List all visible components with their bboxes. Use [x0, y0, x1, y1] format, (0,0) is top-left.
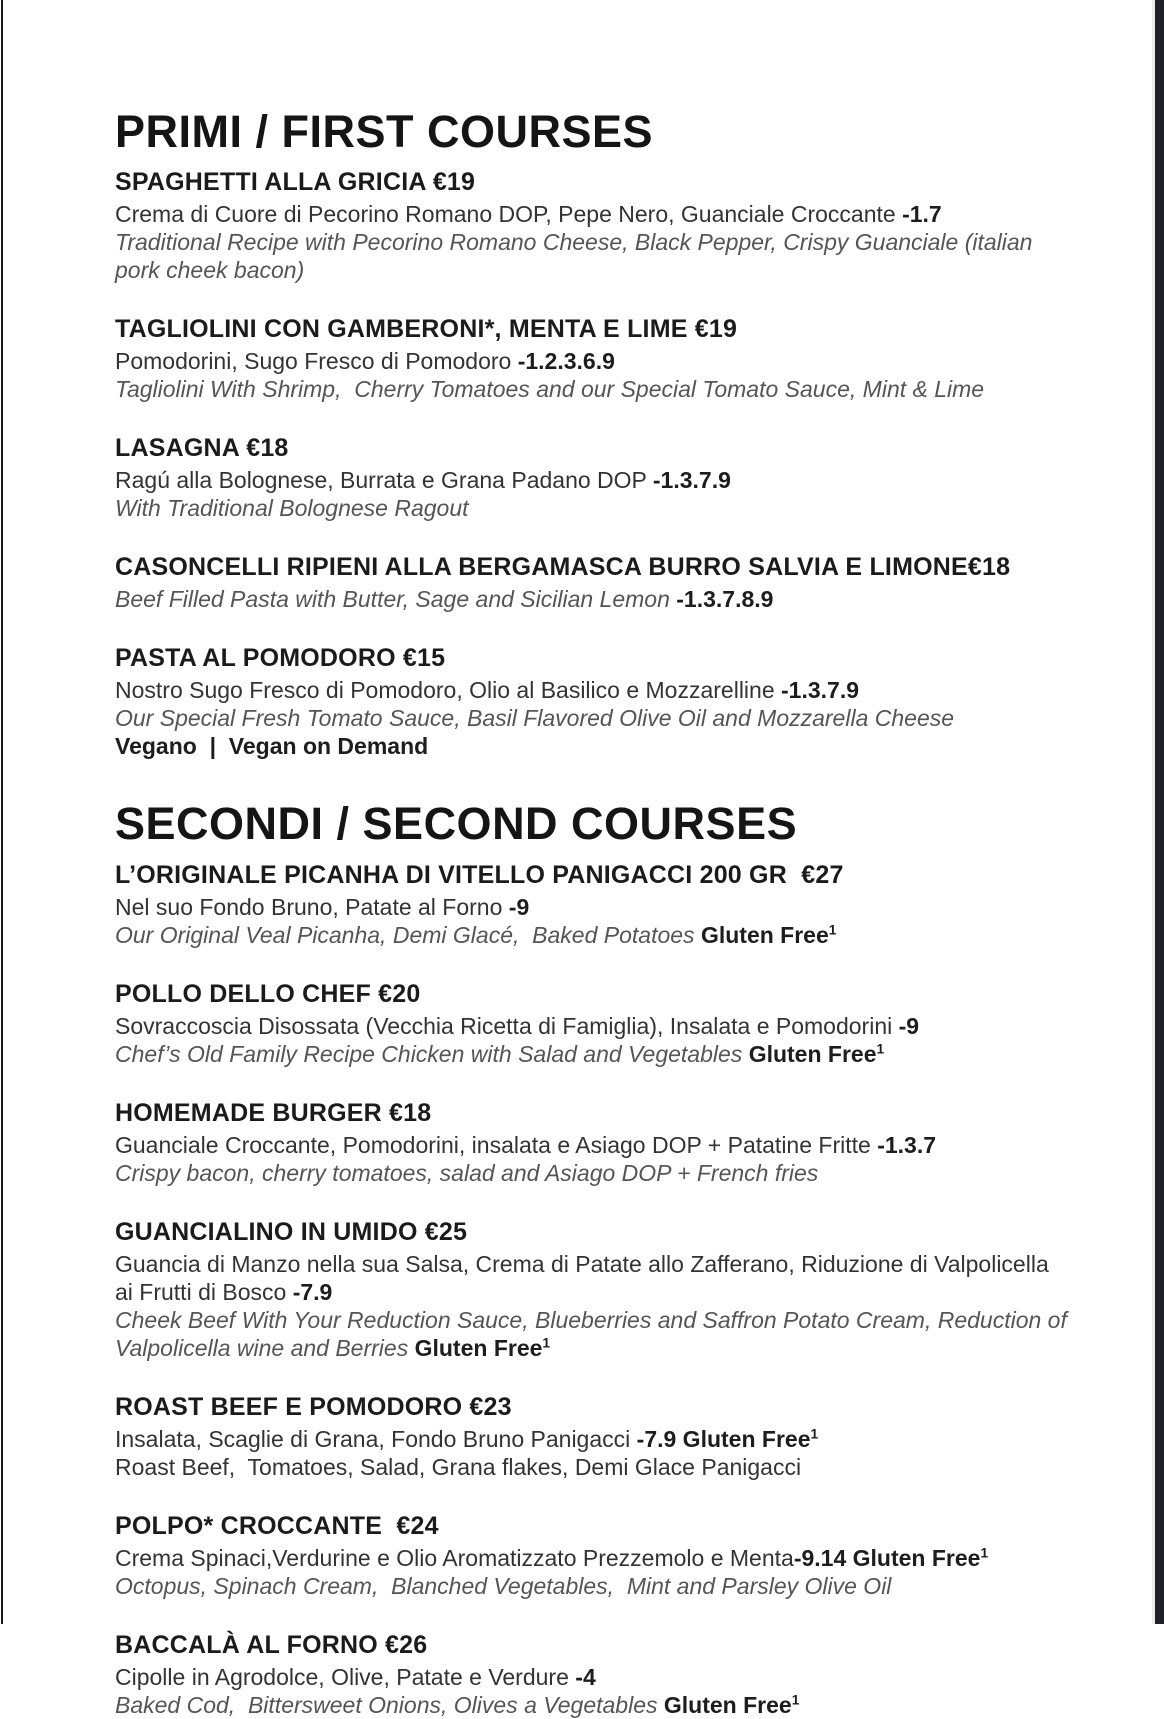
segment-text: Crispy bacon, cherry tomatoes, salad and Asiago DOP + French fries — [115, 1159, 819, 1186]
allergen-superscript: 1 — [876, 1040, 885, 1056]
menu-item — [115, 1217, 1074, 1362]
segment-text: Pomodorini, Sugo Fresco di Pomodoro — [115, 348, 518, 375]
line-segment-bold — [115, 733, 428, 759]
section-title: SECONDI / SECOND COURSES — [115, 798, 798, 850]
line-segment-bold — [794, 1545, 988, 1571]
line-segment-bold — [676, 586, 773, 612]
item-title: GUANCIALINO IN UMIDO €25 — [115, 1217, 468, 1246]
item-description-line — [115, 1691, 1067, 1719]
allergen-superscript: 1 — [828, 921, 837, 937]
segment-text: Insalata, Scaglie di Grana, Fondo Bruno Panigacci — [115, 1425, 637, 1452]
segment-text: Cheek Beef With Your Reduction Sauce, Blueberries and Saffron Potato Cream, Reduction of Valpolicella wine and Berries — [115, 1306, 1074, 1361]
item-description-line — [115, 466, 1067, 494]
item-description-line — [115, 228, 1067, 284]
line-segment-italic — [115, 376, 984, 402]
line-segment-regular — [115, 348, 518, 374]
line-segment-italic — [115, 495, 469, 521]
item-description-line — [115, 1544, 1067, 1572]
menu-item — [115, 979, 1067, 1068]
line-segment-bold — [749, 1041, 885, 1067]
segment-text: -1.3.7.9 — [781, 677, 860, 704]
segment-text: -1.3.7.9 — [652, 467, 731, 494]
item-description-line — [115, 1159, 1067, 1187]
item-description-line — [115, 921, 1067, 949]
segment-text: Guanciale Croccante, Pomodorini, insalata e Asiago DOP + Patatine Fritte — [115, 1131, 878, 1158]
menu-item — [115, 167, 1067, 284]
item-description-line — [115, 494, 1067, 522]
segment-text: -1.7 — [902, 201, 942, 228]
segment-text: Gluten Free — [700, 921, 829, 948]
segment-text: -9.14 Gluten Free — [793, 1544, 981, 1571]
line-segment-regular — [115, 201, 902, 227]
line-segment-regular — [115, 1454, 801, 1480]
line-segment-italic — [115, 229, 1039, 283]
segment-text: Tagliolini With Shrimp, Cherry Tomatoes and our Special Tomato Sauce, Mint & Lime — [115, 376, 985, 403]
item-description-line — [115, 585, 1067, 613]
allergen-superscript: 1 — [791, 1691, 800, 1707]
item-description-line — [115, 1453, 1067, 1481]
segment-text: -9 — [898, 1012, 920, 1039]
line-segment-bold — [415, 1335, 551, 1361]
segment-text: Our Original Veal Picanha, Demi Glacé, Baked Potatoes — [115, 921, 701, 948]
line-segment-bold — [877, 1132, 936, 1158]
segment-text: -4 — [575, 1663, 596, 1690]
line-segment-regular — [115, 1132, 877, 1158]
segment-text: Gluten Free — [414, 1334, 543, 1361]
line-segment-regular — [115, 1426, 637, 1452]
item-description-line — [115, 893, 1067, 921]
line-segment-regular — [115, 1664, 575, 1690]
item-description-line — [115, 732, 1067, 760]
segment-text: Sovraccoscia Disossata (Vecchia Ricetta di Famiglia), Insalata e Pomodorini — [115, 1012, 899, 1039]
segment-text: -7.9 — [292, 1278, 333, 1305]
line-segment-regular — [115, 1013, 899, 1039]
segment-text: Traditional Recipe with Pecorino Romano Cheese, Black Pepper, Crispy Guanciale (italian pork cheek bacon) — [115, 229, 1039, 284]
segment-text: Our Special Fresh Tomato Sauce, Basil Flavored Olive Oil and Mozzarella Cheese — [115, 705, 955, 732]
menu-item — [115, 1392, 1067, 1481]
segment-text: -1.3.7 — [877, 1131, 937, 1158]
page-right-edge-bar — [1155, 0, 1164, 1624]
line-segment-regular — [115, 894, 509, 920]
line-segment-bold — [902, 201, 942, 227]
menu-item — [115, 860, 1067, 949]
line-segment-italic — [115, 705, 954, 731]
item-description-line — [115, 1131, 1067, 1159]
item-title: ROAST BEEF E POMODORO €23 — [115, 1392, 512, 1421]
item-title: L’ORIGINALE PICANHA DI VITELLO PANIGACCI 200 GR €27 — [115, 860, 844, 889]
item-description-line — [115, 1425, 1067, 1453]
segment-text: Crema Spinaci,Verdurine e Olio Aromatizzato Prezzemolo e Menta — [115, 1544, 794, 1571]
segment-text: Nostro Sugo Fresco di Pomodoro, Olio al Basilico e Mozzarelline — [115, 677, 782, 704]
line-segment-italic — [115, 922, 701, 948]
line-segment-regular — [115, 467, 653, 493]
item-description-line — [115, 676, 1067, 704]
allergen-superscript: 1 — [810, 1425, 819, 1441]
line-segment-bold — [637, 1426, 819, 1452]
line-segment-italic — [115, 1041, 749, 1067]
item-description-line — [115, 1040, 1067, 1068]
line-segment-italic — [115, 586, 676, 612]
item-description-line — [115, 1250, 1067, 1306]
line-segment-regular — [115, 1545, 794, 1571]
segment-text: Beef Filled Pasta with Butter, Sage and Sicilian Lemon — [115, 586, 677, 613]
line-segment-italic — [115, 1573, 891, 1599]
line-segment-bold — [899, 1013, 919, 1039]
segment-text: -9 — [508, 893, 530, 920]
segment-text: Ragú alla Bolognese, Burrata e Grana Padano DOP — [115, 467, 653, 494]
line-segment-bold — [575, 1664, 595, 1690]
line-segment-regular — [115, 1251, 1055, 1305]
segment-text: -7.9 Gluten Free — [636, 1425, 811, 1452]
line-segment-italic — [115, 1160, 818, 1186]
item-description-line — [115, 1306, 1074, 1362]
line-segment-bold — [518, 348, 615, 374]
line-segment-bold — [653, 467, 731, 493]
menu-item — [115, 1511, 1067, 1600]
menu-item — [115, 643, 1067, 760]
item-description-line — [115, 375, 1067, 403]
item-description-line — [115, 1663, 1067, 1691]
menu-item — [115, 1630, 1067, 1719]
item-title: SPAGHETTI ALLA GRICIA €19 — [115, 168, 476, 197]
item-description-line — [115, 347, 1067, 375]
segment-text: -1.2.3.6.9 — [517, 348, 615, 375]
line-segment-bold — [293, 1279, 333, 1305]
segment-text: Roast Beef, Tomatoes, Salad, Grana flakes, Demi Glace Panigacci — [115, 1453, 802, 1480]
menu-item — [115, 552, 1067, 613]
segment-text: Cipolle in Agrodolce, Olive, Patate e Verdure — [115, 1663, 576, 1690]
segment-text: Guancia di Manzo nella sua Salsa, Crema di Patate allo Zafferano, Riduzione di Valpolicella ai Frutti di Bosco — [115, 1250, 1056, 1305]
segment-text: Nel suo Fondo Bruno, Patate al Forno — [115, 893, 509, 920]
item-title: TAGLIOLINI CON GAMBERONI*, MENTA E LIME €19 — [115, 315, 738, 344]
line-segment-bold — [509, 894, 529, 920]
line-segment-bold — [664, 1692, 800, 1718]
menu-item — [115, 1098, 1067, 1187]
page-left-edge-line — [1, 0, 3, 1624]
menu-content — [115, 106, 1074, 1719]
menu-item — [115, 314, 1067, 403]
line-segment-italic — [115, 1307, 1073, 1361]
item-title: POLPO* CROCCANTE €24 — [115, 1511, 439, 1540]
line-segment-regular — [115, 677, 781, 703]
item-title: BACCALÀ AL FORNO €26 — [115, 1630, 428, 1659]
item-description-line — [115, 704, 1067, 732]
item-title: CASONCELLI RIPIENI ALLA BERGAMASCA BURRO SALVIA E LIMONE€18 — [115, 553, 1011, 582]
item-description-line — [115, 200, 1067, 228]
line-segment-bold — [701, 922, 837, 948]
segment-text: Gluten Free — [663, 1691, 792, 1718]
segment-text: Vegano | Vegan on Demand — [115, 733, 429, 760]
line-segment-italic — [115, 1692, 664, 1718]
line-segment-bold — [781, 677, 859, 703]
segment-text: With Traditional Bolognese Ragout — [115, 495, 469, 522]
segment-text: -1.3.7.8.9 — [676, 586, 774, 613]
menu-section — [115, 798, 1074, 1718]
menu-section — [115, 108, 1067, 760]
allergen-superscript: 1 — [542, 1334, 551, 1350]
item-title: POLLO DELLO CHEF €20 — [115, 979, 421, 1008]
item-title: LASAGNA €18 — [115, 434, 289, 463]
segment-text: Gluten Free — [748, 1040, 877, 1067]
segment-text: Octopus, Spinach Cream, Blanched Vegetables, Mint and Parsley Olive Oil — [115, 1572, 892, 1599]
section-title: PRIMI / FIRST COURSES — [115, 106, 654, 157]
segment-text: Baked Cod, Bittersweet Onions, Olives a Vegetables — [115, 1691, 664, 1718]
item-description-line — [115, 1012, 1067, 1040]
segment-text: Crema di Cuore di Pecorino Romano DOP, Pepe Nero, Guanciale Croccante — [115, 201, 903, 228]
item-title: HOMEMADE BURGER €18 — [115, 1098, 432, 1127]
item-title: PASTA AL POMODORO €15 — [115, 644, 446, 673]
segment-text: Chef’s Old Family Recipe Chicken with Salad and Vegetables — [115, 1040, 749, 1067]
menu-item — [115, 433, 1067, 522]
item-description-line — [115, 1572, 1067, 1600]
allergen-superscript: 1 — [980, 1544, 989, 1560]
